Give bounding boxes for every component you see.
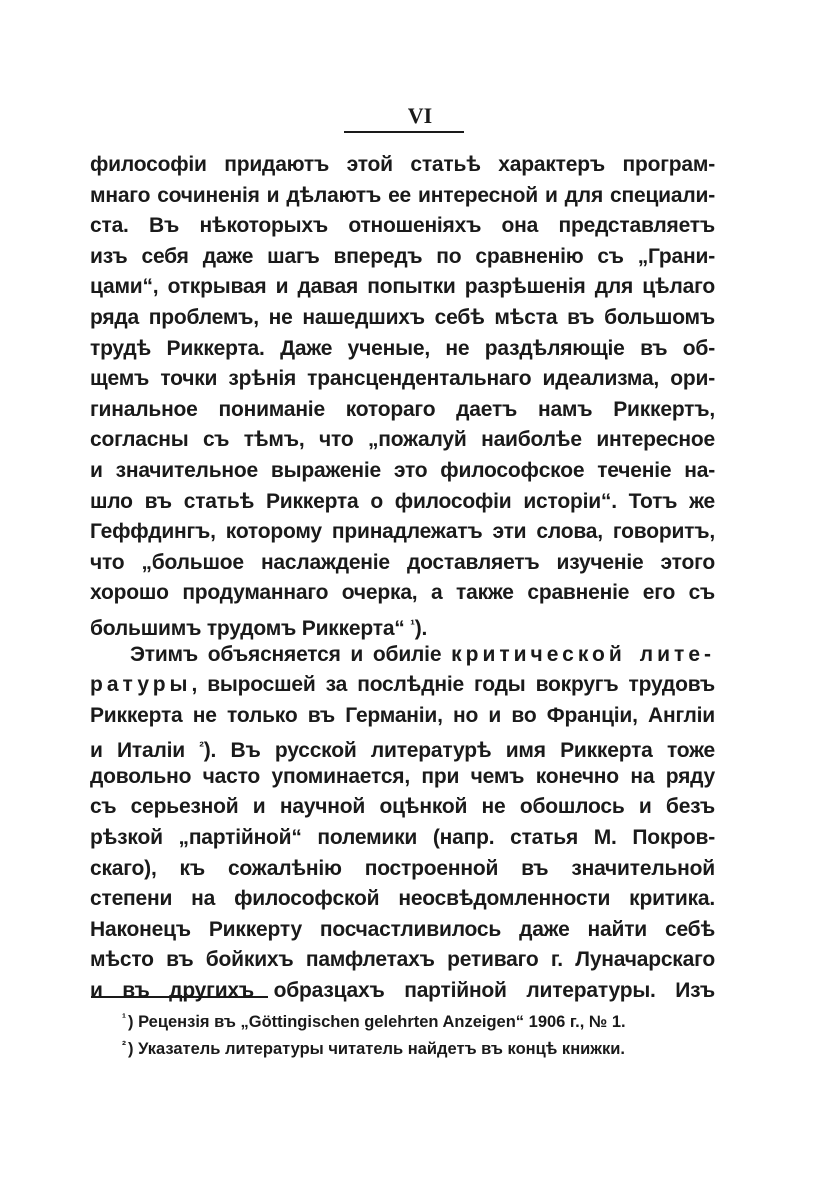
text-line: трудѣ Риккерта. Даже ученые, не раздѣляющіе въ об- [90,336,715,360]
emphasis-spaced: ратуры [90,673,192,697]
text-line: Риккерта не только въ Германіи, но и во Франціи, Англіи [90,703,715,727]
text-line: и значительное выраженіе это философское теченіе на- [90,458,715,482]
header-rule [344,131,464,133]
footnote-rule [91,996,268,998]
text-line: хорошо продуманнаго очерка, а также сравненіе его съ [90,581,715,605]
text-line: ряда проблемъ, не нашедшихъ себѣ мѣста въ большомъ [90,305,715,329]
text-line [90,731,715,762]
text-line: рѣзкой „партійной“ полемики (напр. статья М. Покров- [90,826,715,850]
text-line: шло въ статьѣ Риккерта о философіи исторіи“. Тотъ же [90,489,715,513]
footnote-marker: ² [122,1038,126,1052]
body-text [90,150,715,1007]
text-line: степени на философской неосвѣдомленности критика. [90,887,715,911]
text-line: Геффдингъ, которому принадлежатъ эти слова, говоритъ, [90,520,715,544]
text-line: ста. Въ нѣкоторыхъ отношеніяхъ она представляетъ [90,214,715,238]
text-line: мѣсто въ бойкихъ памфлетахъ ретиваго г. Луначарскаго [90,948,715,972]
text-line: философіи придаютъ этой статьѣ характеръ програм- [90,153,715,176]
footnote-text: ) Рецензія въ „Göttingischen gelehrten Anzeigen“ 1906 г., № 1. [128,1013,626,1031]
text-line: изъ себя даже шагъ впередъ по сравненію съ „Грани- [90,244,715,268]
footnote-ref-2[interactable]: ² [199,738,204,755]
text-segment: Этимъ объясняется и обиліе [130,642,452,666]
text-segment: , выросшей за послѣдніе годы вокругъ трудовъ [191,673,715,697]
emphasis-spaced: критической лите- [451,642,716,666]
text-line: мнаго сочиненія и дѣлаютъ ее интересной и для специали- [90,183,715,207]
text-line: съ серьезной и научной оцѣнкой не обошлось и безъ [90,795,715,819]
footnotes [122,1005,722,1059]
text-line: щемъ точки зрѣнія трансцендентальнаго идеализма, ори- [90,367,715,391]
footnote-marker: ¹ [122,1011,126,1025]
text-line: гинальное пониманіе котораго даетъ намъ Риккертъ, [90,397,715,421]
text-line: довольно часто упоминается, при чемъ конечно на ряду [90,764,715,788]
text-line: и въ другихъ образцахъ партійной литературы. Изъ [90,979,715,1003]
footnote-ref-1[interactable]: ¹ [410,615,415,632]
footnote-2 [122,1032,722,1059]
text-line [90,670,715,701]
text-line [90,609,715,640]
page-number: VI [407,103,433,128]
text-segment: и Италіи [90,739,200,763]
text-segment: большимъ трудомъ Риккерта“ [90,616,411,640]
text-segment: ). [414,616,428,640]
footnote-text: ) Указатель литературы читатель найдетъ въ концѣ книжки. [128,1040,625,1058]
text-line: цами“, открывая и давая попытки разрѣшенія для цѣлаго [90,275,715,299]
text-line: что „большое наслажденіе доставляетъ изученіе этого [90,550,715,574]
text-line: Наконецъ Риккерту посчастливилось даже найти себѣ [90,917,715,941]
text-line [90,640,715,671]
text-segment: ). Въ русской литературѣ имя Риккерта тоже [203,739,716,763]
text-line: согласны съ тѣмъ, что „пожалуй наиболѣе интересное [90,428,715,452]
text-line: скаго), къ сожалѣнію построенной въ значительной [90,856,715,880]
footnote-1 [122,1005,722,1032]
